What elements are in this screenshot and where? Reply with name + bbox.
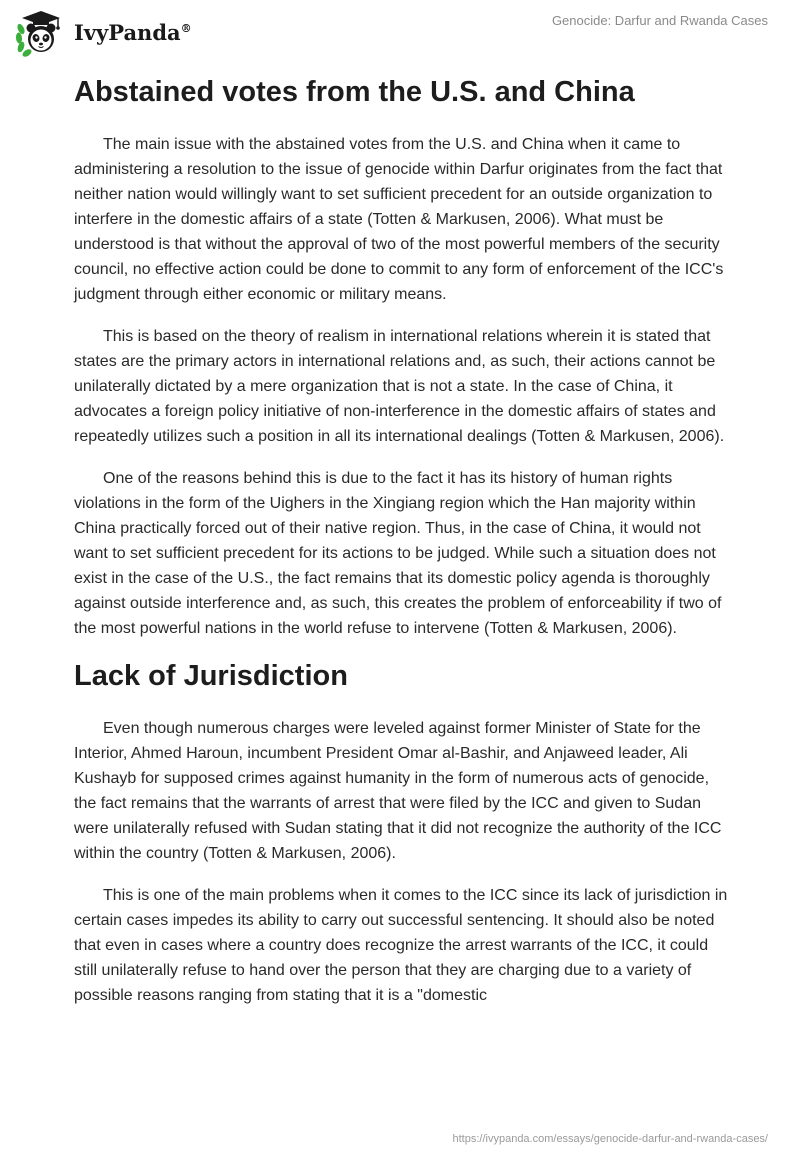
- page-header: [0, 0, 800, 64]
- brand-name: IvyPanda®: [74, 19, 192, 45]
- essay-body: [74, 66, 734, 1025]
- paragraph: Even though numerous charges were leveled against former Minister of State for the Interior, Ahmed Haroun, incumbent President Omar al-Bashir, and Anjaweed leader, Ali Kushayb for supposed crimes against humanity in the form of numerous acts of genocide, the fact remains that the warrants of arrest that were filed by the ICC and given to Sudan were unilaterally refused with Sudan stating that it did not recognize the authority of the ICC within the country (Totten & Markusen, 2006).: [74, 720, 722, 862]
- paragraph: The main issue with the abstained votes from the U.S. and China when it came to administering a resolution to the issue of genocide within Darfur originates from the fact that neither nation would willingly want to set sufficient precedent for an outside organization to interfere in the domestic affairs of a state (Totten & Markusen, 2006). What must be understood is that without the approval of two of the most powerful members of the security council, no effective action could be done to commit to any form of enforcement of the ICC's judgment through either economic or military means.: [74, 136, 724, 303]
- paragraph: This is one of the main problems when it comes to the ICC since its lack of jurisdiction in certain cases impedes its ability to carry out successful sentencing. It should also be noted that even in cases where a country does recognize the arrest warrants of the ICC, it could still unilaterally refuse to hand over the person that they are charging due to a variety of possible reasons ranging from stating that it is a "domestic: [74, 887, 728, 1004]
- section-heading-abstained-votes: Abstained votes from the U.S. and China: [74, 76, 635, 108]
- ivypanda-logo[interactable]: [14, 9, 192, 57]
- panda-graduate-icon: [14, 9, 66, 57]
- registered-mark: ®: [180, 21, 192, 35]
- document-title: Genocide: Darfur and Rwanda Cases: [551, 13, 768, 28]
- source-url[interactable]: https://ivypanda.com/essays/genocide-darfur-and-rwanda-cases/: [452, 1133, 768, 1145]
- section-heading-lack-of-jurisdiction: Lack of Jurisdiction: [74, 660, 348, 692]
- paragraph: One of the reasons behind this is due to the fact it has its history of human rights violations in the form of the Uighers in the Xingiang region which the Han majority within China practically forced out of their native region. Thus, in the case of China, it would not want to set sufficient precedent for its actions to be judged. While such a situation does not exist in the case of the U.S., the fact remains that its domestic policy agenda is thoroughly against outside interference and, as such, this creates the problem of enforceability if two of the most powerful nations in the world refuse to intervene (Totten & Markusen, 2006).: [74, 470, 722, 637]
- paragraph: This is based on the theory of realism in international relations wherein it is stated that states are the primary actors in international relations and, as such, their actions cannot be unilaterally dictated by a mere organization that is not a state. In the case of China, it advocates a foreign policy initiative of non-interference in the domestic affairs of states and repeatedly utilizes such a position in all its international dealings (Totten & Markusen, 2006).: [74, 328, 725, 445]
